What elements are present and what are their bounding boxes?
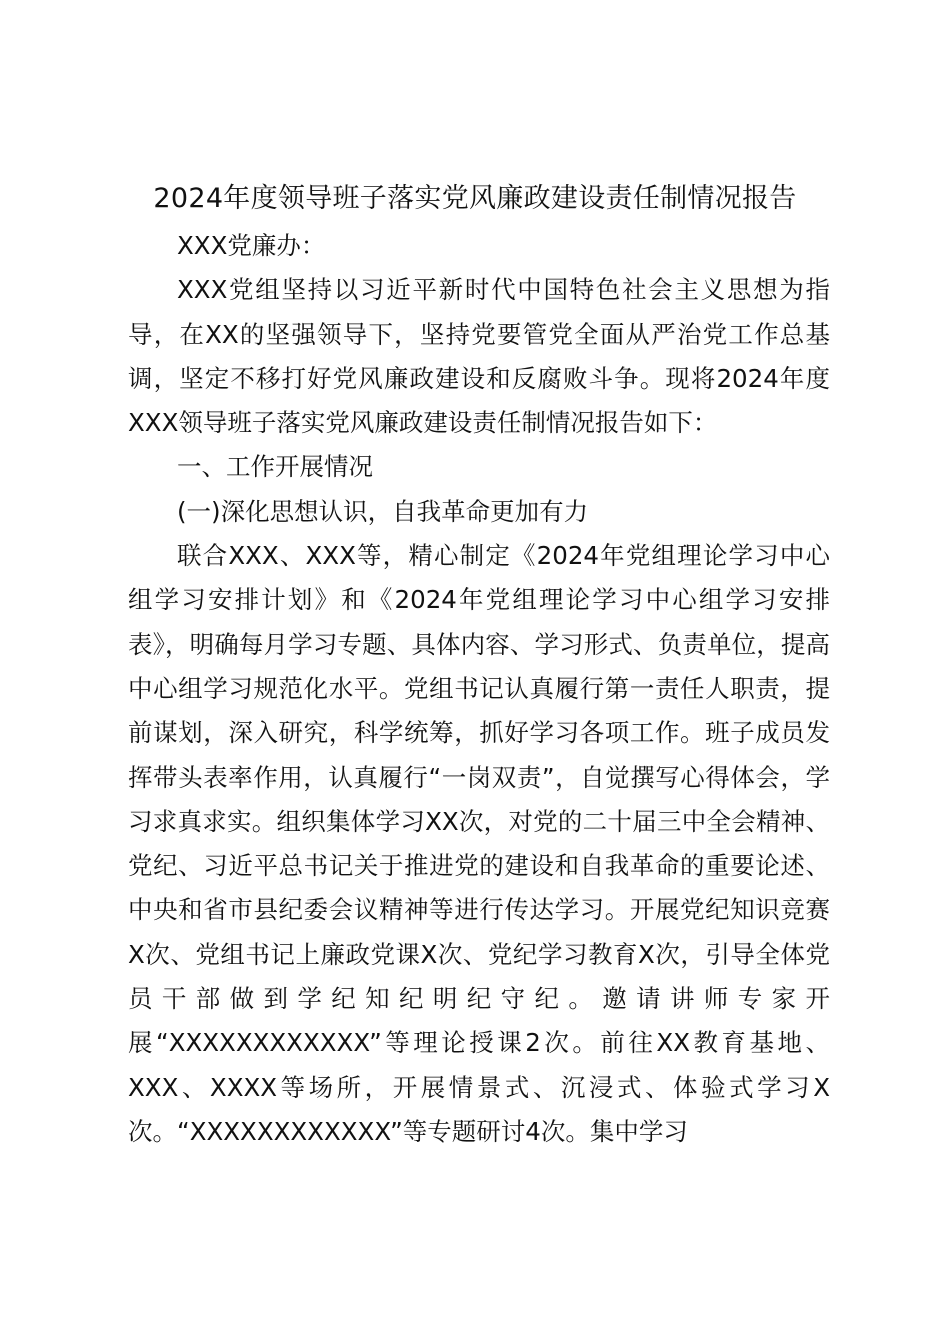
subsection-heading: (一)深化思想认识，自我革命更加有力 (177, 496, 589, 526)
salutation: XXX党廉办： (177, 231, 326, 260)
document-title: 2024年度领导班子落实党风廉政建设责任制情况报告 (153, 183, 797, 214)
body-paragraph: 联合XXX、XXX等，精心制定《2024年党组理论学习中心组学习安排计划》和《2024年党组理论学习中心组学习安排表》，明确每月学习专题、具体内容、学习形式、负责单位，提高中心组学习规范化水平。党组书记认真履行第一责任人职责，提前谋划，深入研究，科学统筹，抓好学习各项工作。班子成员发挥带头表率作用，认真履行“一岗双责”，自觉撰写心得体会，学习求真求实。组织集体学习XX次，对党的二十届三中全会精神、党纪、习近平总书记关于推进党的建设和自我革命的重要论述、中央和省市县纪委会议精神等进行传达学习。开展党纪知识竞赛X次、党组书记上廉政党课X次、党纪学习教育X次，引导全体党员干部做到学纪知纪明纪守纪。邀请讲师专家开展“XXXXXXXXXXXX”等理论授课2次。前往XX教育基地、XXX、XXXX等场所，开展情景式、沉浸式、体验式学习X次。“XXXXXXXXXXXX”等专题研讨4次。集中学习 (128, 541, 830, 1146)
document-body (128, 224, 830, 1154)
intro-paragraph: XXX党组坚持以习近平新时代中国特色社会主义思想为指导，在XX的坚强领导下，坚持党要管党全面从严治党工作总基调，坚定不移打好党风廉政建设和反腐败斗争。现将2024年度XXX领导班子落实党风廉政建设责任制情况报告如下： (128, 275, 830, 438)
section-heading: 一、工作开展情况 (177, 452, 373, 482)
